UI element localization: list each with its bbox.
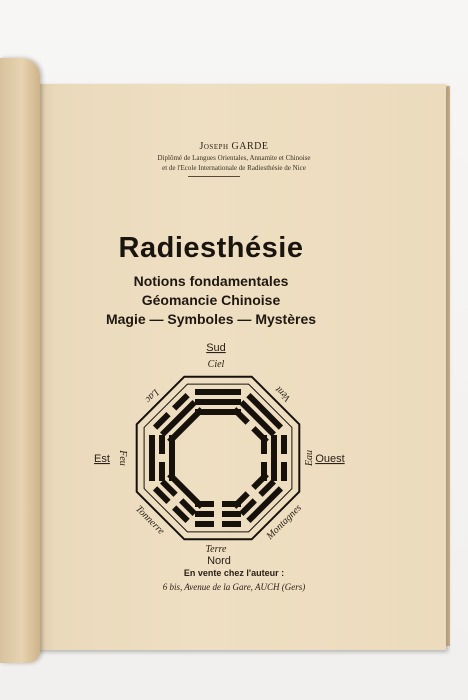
author-name: Joseph GARDE (199, 141, 269, 152)
label-west: Ouest (315, 453, 345, 465)
author-address: 6 bis, Avenue de la Gare, AUCH (Gers) (162, 582, 306, 592)
label-terre: Terre (205, 544, 227, 555)
bagua-diagram (80, 334, 360, 574)
label-lac: Lac (142, 386, 161, 405)
label-feu: Feu (117, 450, 128, 466)
divider-rule (188, 176, 240, 177)
trigram-line-broken (222, 501, 241, 507)
octagon-outline (144, 384, 292, 532)
trigram-line-broken (222, 521, 241, 527)
trigram-line-broken (222, 511, 241, 517)
trigram-line-broken (195, 521, 214, 527)
subtitle-2: Géomancie Chinoise (141, 292, 281, 308)
trigram-line-broken (281, 435, 287, 454)
trigram-line-solid (149, 435, 155, 481)
subtitle-1: Notions fondamentales (133, 273, 289, 289)
trigram-line-solid (195, 399, 241, 405)
label-east: Est (94, 453, 110, 465)
trigram-line-broken (261, 435, 267, 454)
label-vent: Vent (273, 383, 294, 404)
author-credential-1: Diplômé de Langues Orientales, Annamite et Chinoise (157, 154, 311, 162)
trigram-marks (149, 389, 287, 527)
book-title: Radiesthésie (118, 232, 304, 264)
label-south: Sud (206, 342, 226, 354)
trigram-line-solid (195, 389, 241, 395)
trigram-line-broken (159, 462, 165, 481)
trigram-line-broken (159, 435, 165, 454)
label-tonnerre: Tonnerre (133, 503, 167, 537)
trigram-line-broken (195, 511, 214, 517)
trigram-line-solid (271, 435, 277, 481)
subtitle-3: Magie — Symboles — Mystères (105, 311, 317, 327)
author-credential-2: et de l'Ecole Internationale de Radiesthésie de Nice (162, 164, 306, 172)
trigram-line-broken (281, 462, 287, 481)
label-ciel: Ciel (207, 359, 225, 370)
sale-notice: En vente chez l'auteur : (183, 568, 285, 578)
label-montagnes: Montagnes (264, 502, 304, 542)
label-north: Nord (207, 555, 231, 567)
label-eau: Eau (304, 449, 315, 467)
